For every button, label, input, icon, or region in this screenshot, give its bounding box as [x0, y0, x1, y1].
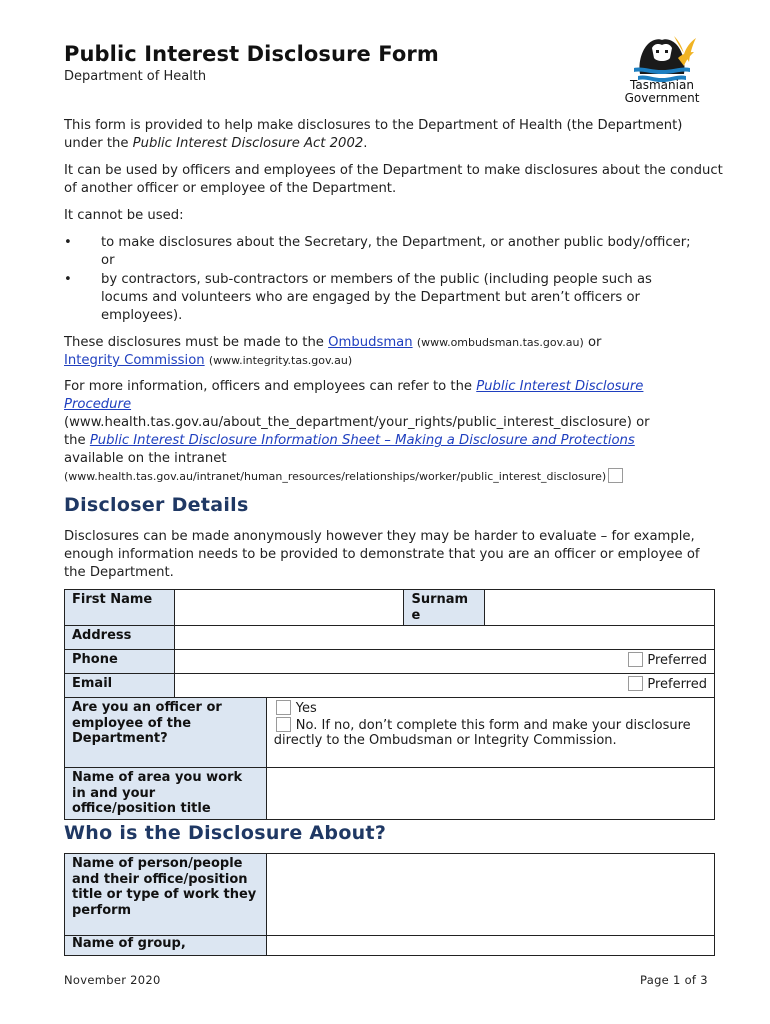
procedure-link-continued[interactable]: Procedure [64, 397, 132, 412]
list-item-text: to make disclosures about the Secretary, the Department, or another public body/officer; or [101, 235, 691, 268]
page-subtitle: Department of Health [64, 69, 207, 84]
integrity-url: (www.integrity.tas.gov.au) [208, 354, 353, 367]
table-row [65, 936, 715, 956]
surname-label-part-1: Surnam [411, 592, 469, 607]
table-row [65, 674, 715, 698]
intro-paragraph-2: It can be used by officers and employees of the Department to make disclosures about the conduct of another officer or employee of the Department. [64, 163, 723, 196]
bullet-icon: • [64, 235, 72, 250]
group-label: Name of group, [65, 936, 267, 956]
information-sheet-link[interactable]: Public Interest Disclosure Information Sheet – Making a Disclosure and Protections [89, 433, 635, 448]
email-preferred-checkbox[interactable] [628, 676, 643, 691]
phone-field[interactable] [174, 650, 714, 674]
email-field[interactable] [174, 674, 714, 698]
person-field[interactable] [266, 854, 714, 936]
intro-text-end: . [363, 136, 368, 151]
intro-paragraph-3: It cannot be used: [64, 208, 184, 223]
person-label: Name of person/people and their office/position title or type of work they perform [65, 854, 267, 936]
logo-text-government: Government [624, 91, 700, 105]
address-field[interactable] [174, 626, 714, 650]
ombudsman-link[interactable]: Ombudsman [328, 335, 413, 350]
surname-label [404, 590, 485, 626]
yes-option[interactable] [274, 700, 707, 717]
list-item [64, 234, 724, 270]
intro-paragraph-4 [64, 334, 724, 370]
disclosure-about-heading: Who is the Disclosure About? [64, 822, 387, 844]
list-item-text: by contractors, sub-contractors or members of the public (including people such as locums and volunteers who are engaged by the Department but aren’t officers or employees). [101, 272, 652, 323]
intro-paragraph-5 [64, 378, 724, 486]
surname-field[interactable] [485, 590, 715, 626]
phone-preferred-label: Preferred [647, 653, 707, 668]
ombudsman-url: (www.ombudsman.tas.gov.au) [416, 336, 584, 349]
table-row [65, 698, 715, 768]
procedure-link[interactable]: Public Interest Disclosure [476, 379, 644, 394]
table-row [65, 768, 715, 820]
no-option[interactable] [274, 717, 707, 749]
discloser-details-table [64, 589, 715, 820]
intro-paragraph-1 [64, 117, 724, 153]
page-title: Public Interest Disclosure Form [64, 42, 439, 66]
or-text: or [583, 335, 602, 350]
intro-text: This form is provided to help make disclosures to the Department of Health (the Department) under the [64, 118, 683, 151]
first-name-field[interactable] [174, 590, 404, 626]
no-checkbox[interactable] [276, 717, 291, 732]
yes-label: Yes [295, 701, 317, 716]
no-label: No. If no, don’t complete this form and make your disclosure directly to the Ombudsman or Integrity Commission. [273, 717, 691, 748]
table-row [65, 590, 715, 626]
available-text: available on the intranet [64, 451, 227, 466]
officer-question-label: Are you an officer or employee of the Department? [65, 698, 267, 768]
act-name: Public Interest Disclosure Act 2002 [132, 136, 364, 151]
footer-page-number: Page 1 of 3 [640, 973, 708, 987]
intranet-url: (www.health.tas.gov.au/intranet/human_resources/relationships/worker/public_interest_disclosure) [64, 470, 607, 483]
address-label: Address [65, 626, 175, 650]
bullet-icon: • [64, 272, 72, 287]
officer-answer-cell [266, 698, 714, 768]
phone-label: Phone [65, 650, 175, 674]
disclosure-bodies-text: These disclosures must be made to the [64, 335, 329, 350]
email-label: Email [65, 674, 175, 698]
area-field[interactable] [266, 768, 714, 820]
first-name-label: First Name [65, 590, 175, 626]
more-info-text: For more information, officers and employees can refer to the [64, 379, 477, 394]
surname-label-part-2: e [411, 607, 421, 623]
the-text: the [64, 433, 90, 448]
disclosure-about-table [64, 853, 715, 956]
discloser-description: Disclosures can be made anonymously however they may be harder to evaluate – for example, enough information needs to be provided to demonstrate that you are an officer or employee of the Department. [64, 529, 700, 580]
table-row [65, 854, 715, 936]
integrity-commission-link[interactable]: Integrity Commission [64, 353, 205, 368]
logo-text-tasmanian: Tasmanian [630, 78, 694, 92]
tasmanian-government-logo [612, 28, 712, 108]
footer-date: November 2020 [64, 973, 161, 987]
table-row [65, 650, 715, 674]
procedure-url: (www.health.tas.gov.au/about_the_department/your_rights/public_interest_disclosure) or [64, 415, 650, 430]
phone-preferred-checkbox[interactable] [628, 652, 643, 667]
discloser-details-heading: Discloser Details [64, 494, 249, 516]
group-field[interactable] [266, 936, 714, 956]
email-preferred-label: Preferred [647, 677, 707, 692]
area-label: Name of area you work in and your office/position title [65, 768, 267, 820]
list-item [64, 271, 724, 325]
table-row [65, 626, 715, 650]
yes-checkbox[interactable] [276, 700, 291, 715]
intranet-checkbox[interactable] [608, 468, 623, 483]
